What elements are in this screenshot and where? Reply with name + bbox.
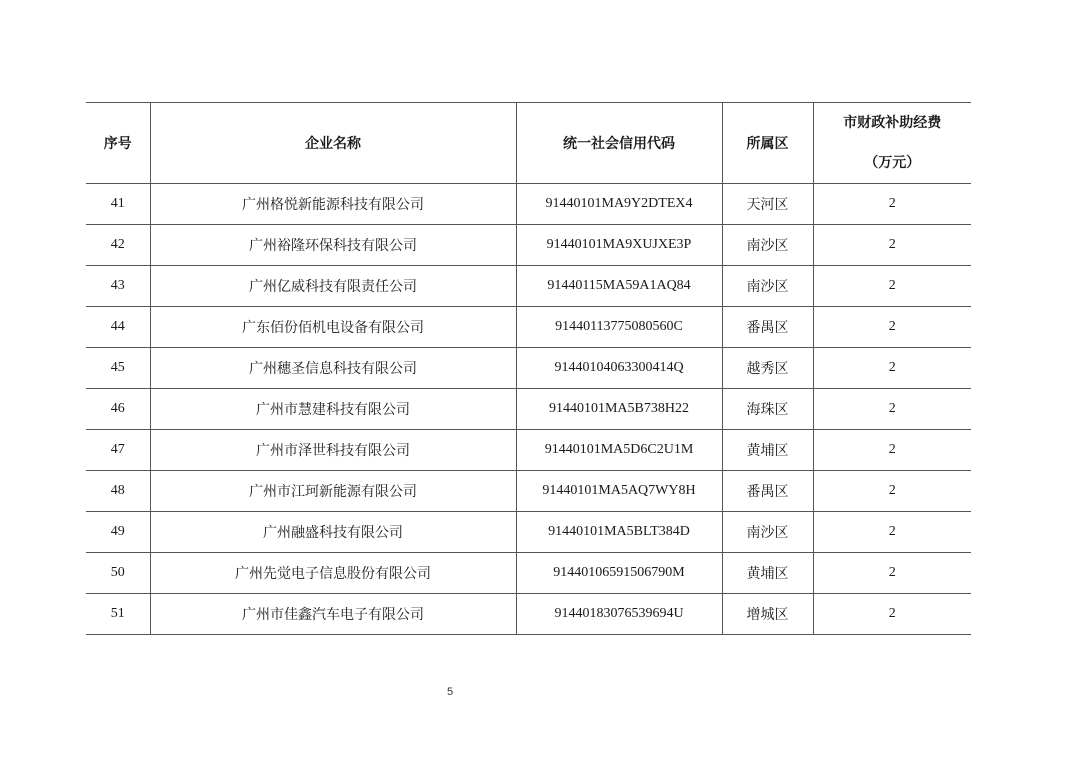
cell-subsidy: 2 bbox=[813, 553, 971, 594]
header-subsidy-unit: （万元） bbox=[864, 155, 921, 171]
cell-index: 43 bbox=[86, 266, 150, 307]
table-row bbox=[86, 553, 971, 594]
cell-credit-code: 91440101MA5AQ7WY8H bbox=[516, 471, 722, 512]
cell-credit-code: 91440101MA9Y2DTEX4 bbox=[516, 184, 722, 225]
cell-district: 增城区 bbox=[722, 594, 813, 635]
cell-index: 49 bbox=[86, 512, 150, 553]
cell-district: 南沙区 bbox=[722, 512, 813, 553]
cell-index: 44 bbox=[86, 307, 150, 348]
cell-district: 黄埔区 bbox=[722, 553, 813, 594]
cell-company-name: 广东佰份佰机电设备有限公司 bbox=[150, 307, 516, 348]
cell-district: 海珠区 bbox=[722, 389, 813, 430]
cell-company-name: 广州融盛科技有限公司 bbox=[150, 512, 516, 553]
cell-subsidy: 2 bbox=[813, 266, 971, 307]
cell-company-name: 广州市江珂新能源有限公司 bbox=[150, 471, 516, 512]
cell-subsidy: 2 bbox=[813, 471, 971, 512]
header-index: 序号 bbox=[86, 103, 150, 184]
cell-index: 51 bbox=[86, 594, 150, 635]
cell-subsidy: 2 bbox=[813, 348, 971, 389]
cell-subsidy: 2 bbox=[813, 594, 971, 635]
cell-district: 越秀区 bbox=[722, 348, 813, 389]
table-row bbox=[86, 512, 971, 553]
cell-credit-code: 91440101MA5D6C2U1M bbox=[516, 430, 722, 471]
header-company-name: 企业名称 bbox=[150, 103, 516, 184]
cell-index: 41 bbox=[86, 184, 150, 225]
cell-company-name: 广州穗圣信息科技有限公司 bbox=[150, 348, 516, 389]
cell-district: 番禺区 bbox=[722, 307, 813, 348]
cell-district: 黄埔区 bbox=[722, 430, 813, 471]
table-row bbox=[86, 389, 971, 430]
cell-index: 42 bbox=[86, 225, 150, 266]
table-row bbox=[86, 430, 971, 471]
cell-index: 46 bbox=[86, 389, 150, 430]
cell-subsidy: 2 bbox=[813, 430, 971, 471]
cell-company-name: 广州市慧建科技有限公司 bbox=[150, 389, 516, 430]
cell-subsidy: 2 bbox=[813, 184, 971, 225]
page-number: 5 bbox=[446, 686, 454, 698]
header-subsidy-title: 市财政补助经费 bbox=[843, 115, 942, 131]
cell-index: 47 bbox=[86, 430, 150, 471]
cell-credit-code: 91440104063300414Q bbox=[516, 348, 722, 389]
cell-company-name: 广州先觉电子信息股份有限公司 bbox=[150, 553, 516, 594]
cell-subsidy: 2 bbox=[813, 512, 971, 553]
cell-company-name: 广州市泽世科技有限公司 bbox=[150, 430, 516, 471]
cell-credit-code: 91440101MA9XUJXE3P bbox=[516, 225, 722, 266]
cell-credit-code: 91440101MA5BLT384D bbox=[516, 512, 722, 553]
subsidy-table bbox=[86, 102, 971, 635]
table-row bbox=[86, 594, 971, 635]
cell-index: 48 bbox=[86, 471, 150, 512]
table-row bbox=[86, 348, 971, 389]
header-district: 所属区 bbox=[722, 103, 813, 184]
cell-credit-code: 91440101MA5B738H22 bbox=[516, 389, 722, 430]
table-row bbox=[86, 266, 971, 307]
cell-credit-code: 91440115MA59A1AQ84 bbox=[516, 266, 722, 307]
cell-credit-code: 91440106591506790M bbox=[516, 553, 722, 594]
table-row bbox=[86, 225, 971, 266]
cell-company-name: 广州市佳鑫汽车电子有限公司 bbox=[150, 594, 516, 635]
header-credit-code: 统一社会信用代码 bbox=[516, 103, 722, 184]
cell-company-name: 广州亿威科技有限责任公司 bbox=[150, 266, 516, 307]
cell-subsidy: 2 bbox=[813, 225, 971, 266]
cell-credit-code: 91440183076539694U bbox=[516, 594, 722, 635]
table-row bbox=[86, 471, 971, 512]
header-subsidy bbox=[813, 103, 971, 184]
table-row bbox=[86, 184, 971, 225]
cell-subsidy: 2 bbox=[813, 307, 971, 348]
cell-company-name: 广州格悦新能源科技有限公司 bbox=[150, 184, 516, 225]
cell-district: 南沙区 bbox=[722, 266, 813, 307]
cell-district: 番禺区 bbox=[722, 471, 813, 512]
cell-index: 45 bbox=[86, 348, 150, 389]
cell-company-name: 广州裕隆环保科技有限公司 bbox=[150, 225, 516, 266]
table-header-row bbox=[86, 103, 971, 184]
table-row bbox=[86, 307, 971, 348]
cell-index: 50 bbox=[86, 553, 150, 594]
cell-subsidy: 2 bbox=[813, 389, 971, 430]
cell-district: 天河区 bbox=[722, 184, 813, 225]
cell-credit-code: 91440113775080560C bbox=[516, 307, 722, 348]
cell-district: 南沙区 bbox=[722, 225, 813, 266]
